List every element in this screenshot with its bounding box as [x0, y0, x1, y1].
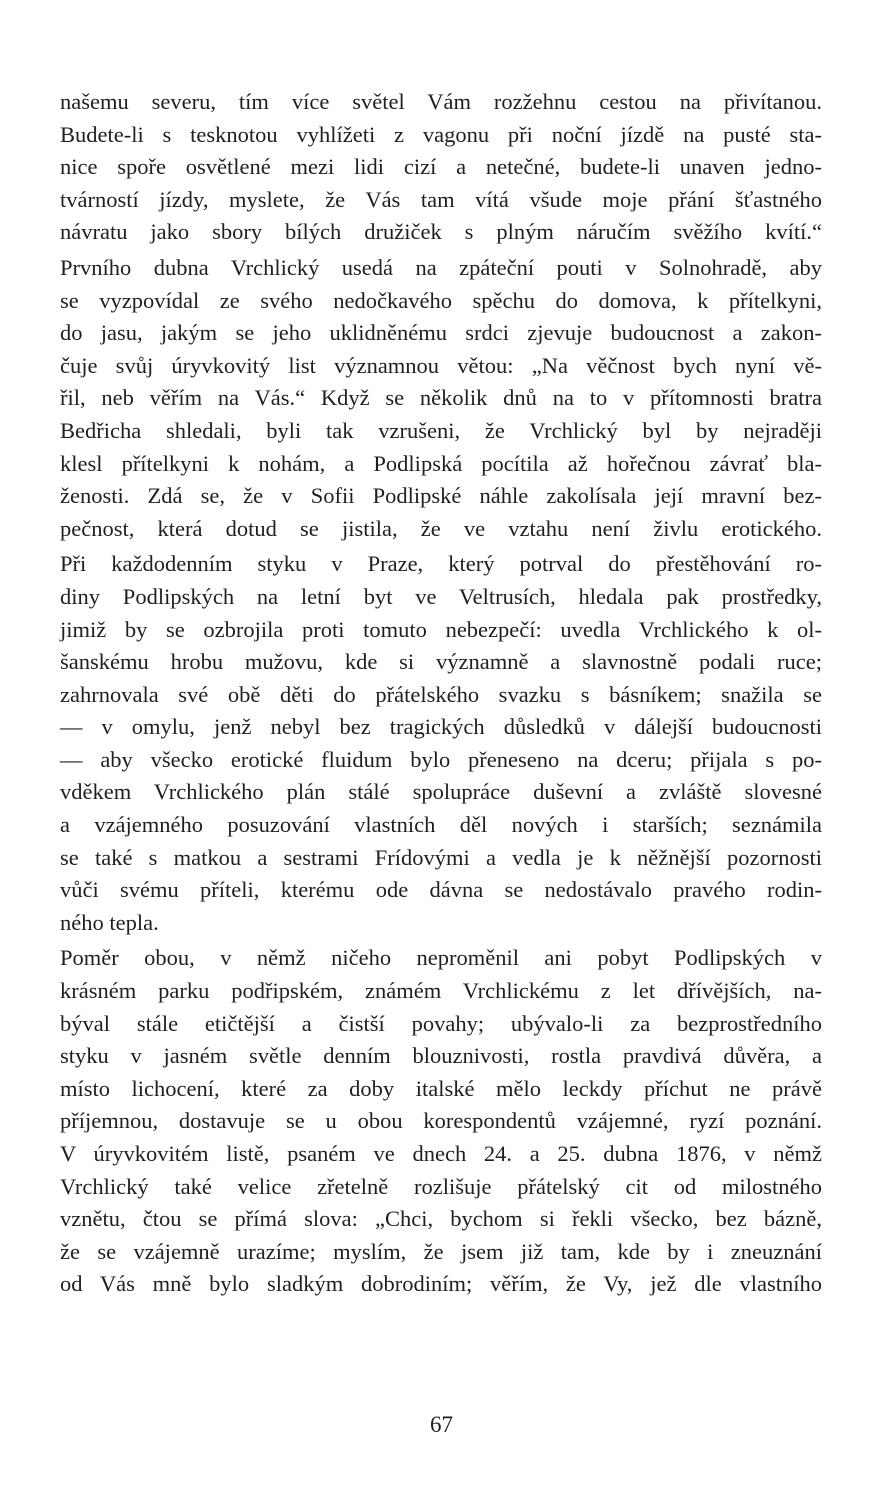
- text-line: krásném parku podřipském, známém Vrchlickému z let dřívějších, na-: [60, 978, 822, 1004]
- text-line: tvárností jízdy, myslete, že Vás tam vítá všude moje přání šťastného: [60, 186, 822, 212]
- text-line: diny Podlipských na letní byt ve Veltrusích, hledala pak prostředky,: [60, 583, 822, 609]
- text-line: čuje svůj úryvkovitý list významnou větou: „Na věčnost bych nyní vě-: [60, 352, 822, 378]
- text-line: a vzájemného posuzování vlastních děl nových i starších; seznámila: [60, 812, 822, 838]
- text-line: vůči svému příteli, kterému ode dávna se nedostávalo pravého rodin-: [60, 877, 822, 903]
- text-line: Budete-li s tesknotou vyhlížeti z vagonu při noční jízdě na pusté sta-: [60, 121, 822, 147]
- text-line: našemu severu, tím více světel Vám rozžehnu cestou na přivítanou.: [60, 89, 822, 114]
- text-line: V úryvkovitém listě, psaném ve dnech 24. a 25. dubna 1876, v němž: [60, 1141, 822, 1166]
- text-line: šanskému hrobu mužovu, kde si významně a slavnostně podali ruce;: [60, 649, 822, 675]
- paragraph-3: [60, 548, 822, 939]
- text-line: klesl přítelkyni k nohám, a Podlipská pocítila až hořečnou závrať bla-: [60, 450, 822, 476]
- text-line: od Vás mně bylo sladkým dobrodiním; věřím, že Vy, jež dle vlastního: [60, 1271, 822, 1297]
- page-number: 67: [430, 1412, 453, 1437]
- text-line: řil, neb věřím na Vás.“ Když se několik dnů na to v přítomnosti bratra: [60, 385, 822, 411]
- text-line: Prvního dubna Vrchlický usedá na zpáteční pouti v Solnohradě, aby: [60, 254, 822, 280]
- text-line: býval stále etičtější a čistší povahy; ubývalo-li za bezprostředního: [60, 1010, 822, 1036]
- text-line: vznětu, čtou se přímá slova: „Chci, bychom si řekli všecko, bez bázně,: [60, 1206, 822, 1232]
- text-line: do jasu, jakým se jeho uklidněnému srdci zjevuje budoucnost a zakon-: [60, 320, 822, 346]
- text-line: styku v jasném světle denním blouznivosti, rostla pravdivá důvěra, a: [60, 1043, 822, 1069]
- text-line: návratu jako sbory bílých družiček s plným náručím svěžího kvítí.“: [60, 219, 822, 245]
- text-line: Vrchlický také velice zřetelně rozlišuje přátelský cit od milostného: [60, 1173, 822, 1199]
- text-line: že se vzájemně urazíme; myslím, že jsem již tam, kde by i zneuznání: [60, 1238, 822, 1264]
- text-line: zahrnovala své obě děti do přátelského svazku s básníkem; snažila se: [60, 681, 822, 707]
- text-line: Bedřicha shledali, byli tak vzrušeni, že Vrchlický byl by nejraději: [60, 417, 822, 443]
- paragraph-2: [60, 252, 822, 545]
- text-line: se také s matkou a sestrami Frídovými a vedla je k něžnější pozornosti: [60, 844, 822, 870]
- text-line: jimiž by se ozbrojila proti tomuto nebezpečí: uvedla Vrchlického k ol-: [60, 616, 822, 642]
- text-line: pečnost, která dotud se jistila, že ve vztahu není živlu erotického.: [60, 515, 822, 541]
- text-line: ženosti. Zdá se, že v Sofii Podlipské náhle zakolísala její mravní bez-: [60, 483, 822, 509]
- text-line: nice spoře osvětlené mezi lidi cizí a netečné, budete-li unaven jedno-: [60, 154, 822, 180]
- paragraph-4: [60, 942, 822, 1301]
- text-line: vděkem Vrchlického plán stálé spolupráce duševní a zvláště slovesné: [60, 779, 822, 805]
- text-line: Při každodenním styku v Praze, který potrval do přestěhování ro-: [60, 551, 822, 577]
- text-line: — aby všecko erotické fluidum bylo přeneseno na dceru; přijala s po-: [60, 746, 822, 772]
- text-line: — v omylu, jenž nebyl bez tragických důsledků v dálejší budoucnosti: [60, 714, 822, 740]
- paragraph-1: [60, 86, 822, 249]
- page-body: [60, 86, 822, 1301]
- text-line: místo lichocení, které za doby italské mělo leckdy příchut ne právě: [60, 1075, 822, 1101]
- text-line: Poměr obou, v němž ničeho neproměnil ani pobyt Podlipských v: [60, 945, 822, 971]
- text-line: se vyzpovídal ze svého nedočkavého spěchu do domova, k přítelkyni,: [60, 287, 822, 313]
- text-line: ného tepla.: [60, 909, 159, 935]
- text-line: příjemnou, dostavuje se u obou korespondentů vzájemné, ryzí poznání.: [60, 1108, 822, 1134]
